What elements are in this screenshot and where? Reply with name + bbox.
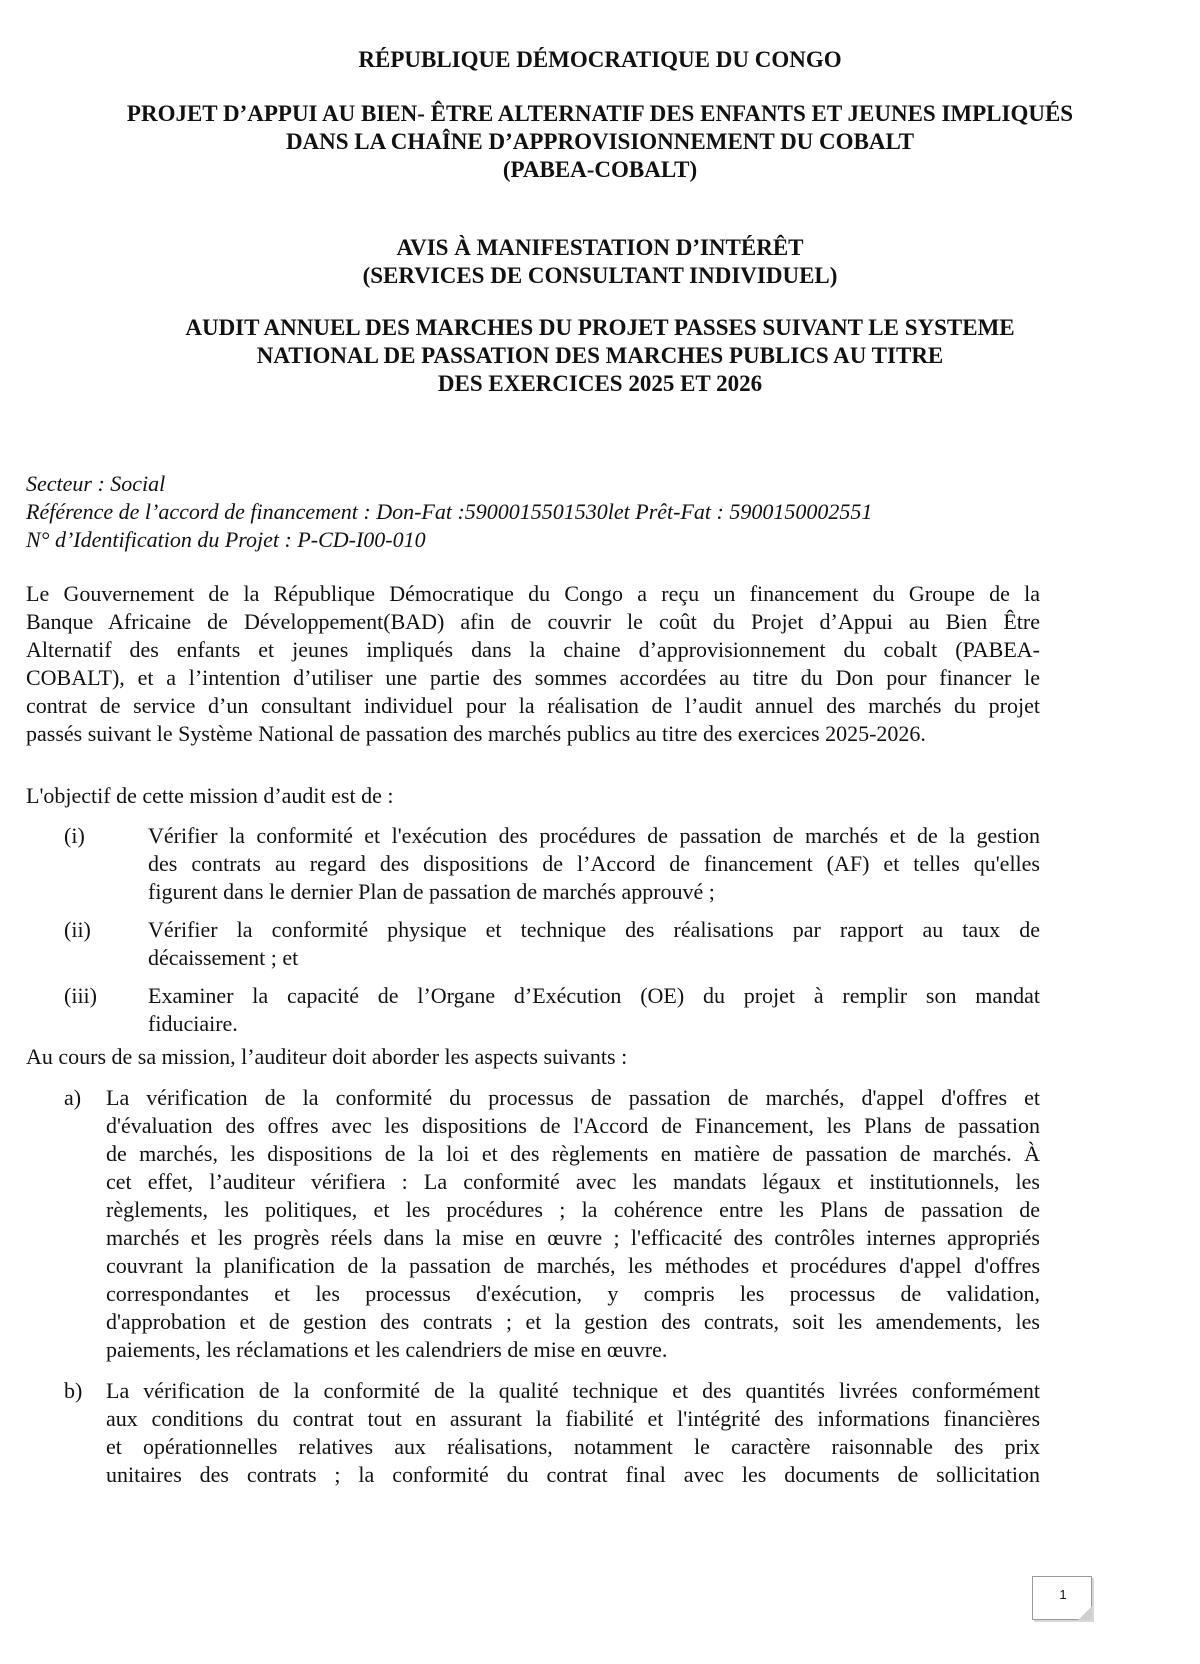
aspect-item [64, 1377, 1040, 1489]
project-id-line: N° d’Identification du Projet : P-CD-I00-010 [26, 527, 426, 552]
project-meta [26, 470, 872, 554]
financing-reference-line: Référence de l’accord de financement : Don-Fat :5900015501530let Prêt-Fat : 5900150002551 [26, 499, 873, 524]
objective-item [64, 982, 1040, 1038]
objective-line: Vérifier la conformité physique et technique des réalisations par rapport au taux de [148, 917, 1040, 942]
objective-line: Examiner la capacité de l’Organe d’Exécution (OE) du projet à remplir son mandat [148, 983, 1040, 1008]
aspect-line: règlements, les politiques, et les procédures ; la cohérence entre les Plans de passation de [106, 1197, 1040, 1222]
project-acronym: (PABEA-COBALT) [502, 157, 698, 182]
notice-heading [0, 234, 1200, 290]
project-heading [0, 100, 1200, 184]
objective-line: fiduciaire. [148, 1011, 238, 1036]
audit-title-line-3: DES EXERCICES 2025 ET 2026 [437, 371, 763, 396]
notice-subtitle: (SERVICES DE CONSULTANT INDIVIDUEL) [362, 263, 838, 288]
objective-line: figurent dans le dernier Plan de passation de marchés approuvé ; [148, 879, 715, 904]
aspect-line: d'approbation et de gestion des contrats ; et la gestion des contrats, soit les amendements, les [106, 1309, 1040, 1334]
notice-title: AVIS À MANIFESTATION D’INTÉRÊT [396, 235, 804, 260]
objective-marker: (i) [64, 823, 85, 848]
audit-heading [0, 314, 1200, 398]
audit-title-line-1: AUDIT ANNUEL DES MARCHES DU PROJET PASSES SUIVANT LE SYSTEME [185, 315, 1015, 340]
aspect-line: cet effet, l’auditeur vérifiera : La conformité avec les mandats légaux et institutionnels, les [106, 1169, 1040, 1194]
aspect-line: de marchés, les dispositions de la loi et des règlements en matière de passation de marchés. À [106, 1141, 1040, 1166]
aspect-line: unitaires des contrats ; la conformité du contrat final avec les documents de sollicitation [106, 1462, 1040, 1487]
aspect-line: La vérification de la conformité du processus de passation de marchés, d'appel d'offres et [106, 1085, 1040, 1110]
aspect-line: La vérification de la conformité de la qualité technique et des quantités livrées conformément [106, 1378, 1040, 1403]
country-heading [0, 46, 1200, 74]
intro-line: Le Gouvernement de la République Démocratique du Congo a reçu un financement du Groupe de la [26, 581, 1040, 606]
intro-line: contrat de service d’un consultant individuel pour la réalisation de l’audit annuel des marchés du projet [26, 693, 1040, 718]
objective-line: décaissement ; et [148, 945, 299, 970]
aspect-item [64, 1084, 1040, 1364]
objective-marker: (ii) [64, 917, 91, 942]
intro-paragraph [26, 580, 1040, 748]
aspect-line: aux conditions du contrat tout en assurant la fiabilité et l'intégrité des informations financières [106, 1406, 1040, 1431]
aspects-intro-text: Au cours de sa mission, l’auditeur doit aborder les aspects suivants : [26, 1044, 628, 1069]
aspect-marker: a) [64, 1085, 82, 1110]
objective-intro-text: L'objectif de cette mission d’audit est de : [26, 783, 394, 808]
country-name: RÉPUBLIQUE DÉMOCRATIQUE DU CONGO [358, 47, 842, 72]
objectives-list [64, 822, 1040, 1038]
aspects-intro [26, 1043, 1040, 1071]
aspect-line: correspondantes et les processus d'exécution, y compris les processus de validation, [106, 1281, 1040, 1306]
aspect-line: marchés et les progrès réels dans la mise en œuvre ; l'efficacité des contrôles internes appropriés [106, 1225, 1040, 1250]
intro-line: passés suivant le Système National de passation des marchés publics au titre des exercices 2025-2026. [26, 721, 926, 746]
objective-item [64, 916, 1040, 972]
intro-line: Alternatif des enfants et jeunes impliqués dans la chaine d’approvisionnement du cobalt (PABEA- [26, 637, 1040, 662]
sector-line: Secteur : Social [26, 471, 166, 496]
objective-marker: (iii) [64, 983, 97, 1008]
objective-intro [26, 782, 1040, 810]
aspect-marker: b) [64, 1378, 83, 1403]
project-title-line-1: PROJET D’APPUI AU BIEN- ÊTRE ALTERNATIF DES ENFANTS ET JEUNES IMPLIQUÉS [126, 101, 1074, 126]
audit-title-line-2: NATIONAL DE PASSATION DES MARCHES PUBLICS AU TITRE [256, 343, 944, 368]
aspect-line: et opérationnelles relatives aux réalisations, notamment le caractère raisonnable des prix [106, 1434, 1040, 1459]
objective-line: des contrats au regard des dispositions de l’Accord de financement (AF) et telles qu'elles [148, 851, 1040, 876]
aspect-line: paiements, les réclamations et les calendriers de mise en œuvre. [106, 1337, 668, 1362]
aspect-line: couvrant la planification de la passation de marchés, les méthodes et procédures d'appel d'offres [106, 1253, 1040, 1278]
objective-line: Vérifier la conformité et l'exécution des procédures de passation de marchés et de la gestion [148, 823, 1040, 848]
aspects-list [64, 1084, 1040, 1489]
aspect-line: d'évaluation des offres avec les dispositions de l'Accord de Financement, les Plans de passation [106, 1113, 1040, 1138]
intro-line: COBALT), et a l’intention d’utiliser une partie des sommes accordées au titre du Don pour financer le [26, 665, 1040, 690]
page-number-box [1032, 1576, 1092, 1620]
page-number: 1 [1059, 1587, 1067, 1602]
objective-item [64, 822, 1040, 906]
intro-line: Banque Africaine de Développement(BAD) afin de couvrir le coût du Projet d’Appui au Bien Être [26, 609, 1040, 634]
project-title-line-2: DANS LA CHAÎNE D’APPROVISIONNEMENT DU COBALT [285, 129, 915, 154]
